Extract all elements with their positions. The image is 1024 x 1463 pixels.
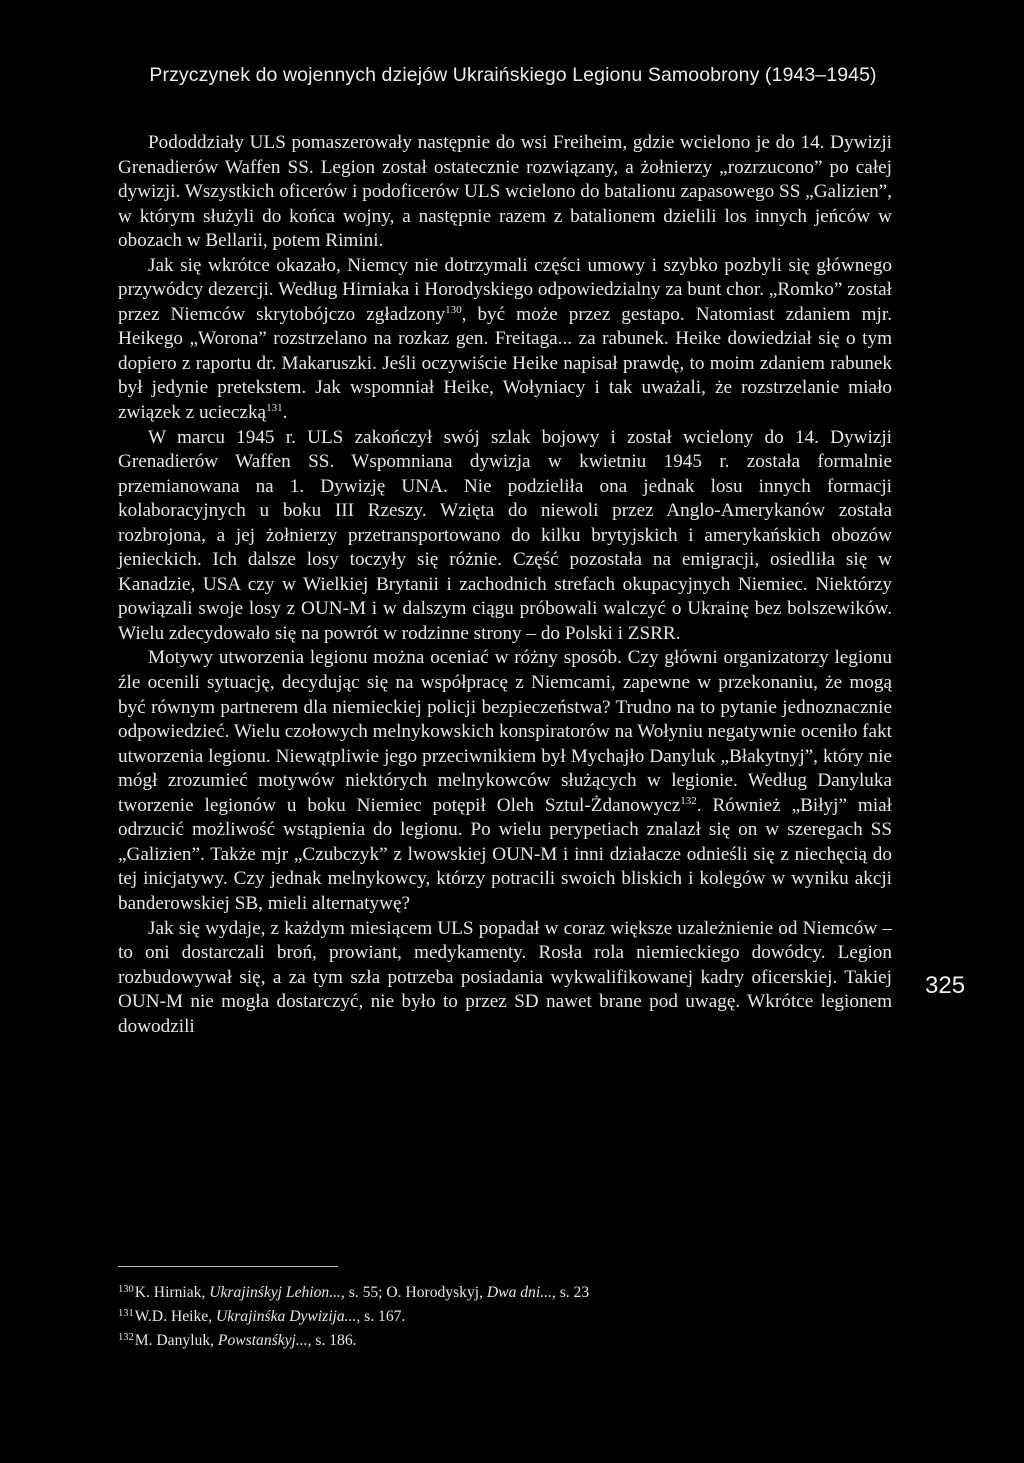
- italic-title: Dwa dni...: [486, 1284, 552, 1301]
- text-run: M. Danyluk,: [134, 1332, 218, 1349]
- text-run: , s. 167.: [356, 1308, 406, 1325]
- footnote-reference: 130: [445, 303, 462, 316]
- paragraph: [118, 131, 892, 254]
- text-run: , s. 23: [551, 1284, 590, 1301]
- text-run: , być może przez gestapo. Natomiast zdaniem mjr. Heikego „Worona” rozstrzelano na rozkaz gen. Freitaga... za rabunek. Heike dowiedział się o tym dopiero z raportu dr. Makaruszki. Jeśli oczywiście Heike napisał prawdę, to moim zdaniem rabunek był jedynie pretekstem. Jak wspomniał Heike, Wołyniacy i tak uważali, że rozstrzelanie miało związek z ucieczką: [118, 303, 892, 424]
- footnote: [118, 1303, 892, 1327]
- text-run: Motywy utworzenia legionu można oceniać w różny sposób. Czy główni organizatorzy legionu źle ocenili sytuację, decydując się na współpracę z Niemcami, zapewne w przekonaniu, że mogą być równym partnerem dla niemieckiej policji bezpieczeństwa? Trudno na to pytanie jednoznacznie odpowiedzieć. Wielu czołowych melnykowskich konspiratorów na Wołyniu negatywnie oceniło fakt utworzenia legionu. Niewątpliwie jego przeciwnikiem był Mychajło Danyluk „Błakytnyj”, który nie mógł zrozumieć motywów niektórych melnykowców służących w legionie. Według Danyluka tworzenie legionów u boku Niemiec potępił Oleh Sztul-Żdanowycz: [118, 647, 892, 816]
- text-run: W.D. Heike,: [134, 1308, 217, 1325]
- paragraph: [118, 426, 892, 647]
- text-run: K. Hirniak,: [134, 1284, 210, 1301]
- footnote-number: 130: [118, 1284, 134, 1295]
- body-text: [118, 131, 892, 1039]
- paragraph: [118, 917, 892, 1040]
- footnote-separator: [118, 1266, 338, 1267]
- text-run: .: [282, 402, 288, 424]
- text-run: , s. 55; O. Horodyskyj,: [340, 1284, 487, 1301]
- italic-title: Ukrajinśka Dywizija...: [216, 1308, 357, 1325]
- text-run: . Również „Biłyj” miał odrzucić możliwość wstąpienia do legionu. Po wielu perypetiach znalazł się on w szeregach SS „Galizien”. Także mjr „Czubczyk” z lwowskiej OUN-M i inni działacze odnieśli się z niechęcią do tej inicjatywy. Czy jednak melnykowcy, którzy potracili swoich bliskich i kolegów w wyniku akcji banderowskiej SB, mieli alternatywę?: [118, 794, 892, 914]
- footnotes: [118, 1279, 892, 1351]
- text-run: Jak się wkrótce okazało, Niemcy nie dotrzymali części umowy i szybko pozbyli się głównego przywódcy dezercji. Według Hirniaka i Horodyskiego odpowiedzialny za bunt chor. „Romko” został przez Niemców skrytobójczo zgładzony: [118, 254, 892, 325]
- footnote: [118, 1279, 892, 1303]
- text-run: Jak się wydaje, z każdym miesiącem ULS popadał w coraz większe uzależnienie od Niemców – to oni dostarczali broń, prowiant, medykamenty. Rosła rola niemieckiego dowódcy. Legion rozbudowywał się, a za tym szła potrzeba posiadania wykwalifikowanej kadry oficerskiej. Takiej OUN-M nie mogła dostarczyć, nie było to przez SD nawet brane pod uwagę. Wkrótce legionem dowodzili: [118, 917, 892, 1037]
- running-head: Przyczynek do wojennych dziejów Ukraińskiego Legionu Samoobrony (1943–1945): [149, 64, 877, 86]
- italic-title: Ukrajinśkyj Lehion...: [209, 1284, 341, 1301]
- text-run: , s. 186.: [307, 1332, 357, 1349]
- paragraph: [118, 254, 892, 426]
- text-run: W marcu 1945 r. ULS zakończył swój szlak bojowy i został wcielony do 14. Dywizji Grenadierów Waffen SS. Wspomniana dywizja w kwietniu 1945 r. została formalnie przemianowana na 1. Dywizję UNA. Nie podzieliła ona jednak losu innych formacji kolaboracyjnych u boku III Rzeszy. Wzięta do niewoli przez Anglo-Amerykanów została rozbrojona, a jej żołnierzy przetransportowano do kilku brytyjskich i amerykańskich obozów jenieckich. Ich dalsze losy toczyły się różnie. Część pozostała na emigracji, osiedliła się w Kanadzie, USA czy w Wielkiej Brytanii i zachodnich strefach okupacyjnych Niemiec. Niektórzy powiązali swoje losy z OUN-M i w dalszym ciągu próbowali walczyć o Ukrainę bez bolszewików. Wielu zdecydowało się na powrót w rodzinne strony – do Polski i ZSRR.: [118, 426, 892, 644]
- footnote-number: 132: [118, 1332, 134, 1343]
- footnote: [118, 1327, 892, 1351]
- text-run: Pododdziały ULS pomaszerowały następnie do wsi Freiheim, gdzie wcielono je do 14. Dywizji Grenadierów Waffen SS. Legion został ostatecznie rozwiązany, a żołnierzy „rozrzucono” po całej dywizji. Wszystkich oficerów i podoficerów ULS wcielono do batalionu zapasowego SS „Galizien”, w którym służyli do końca wojny, a następnie razem z batalionem dzielili los innych jeńców w obozach w Bellarii, potem Rimini.: [118, 132, 892, 252]
- footnote-number: 131: [118, 1308, 134, 1319]
- italic-title: Powstanśkyj...: [217, 1332, 308, 1349]
- page-number: 325: [925, 972, 966, 999]
- footnote-reference: 132: [680, 794, 697, 807]
- footnote-reference: 131: [266, 402, 283, 415]
- paragraph: [118, 646, 892, 916]
